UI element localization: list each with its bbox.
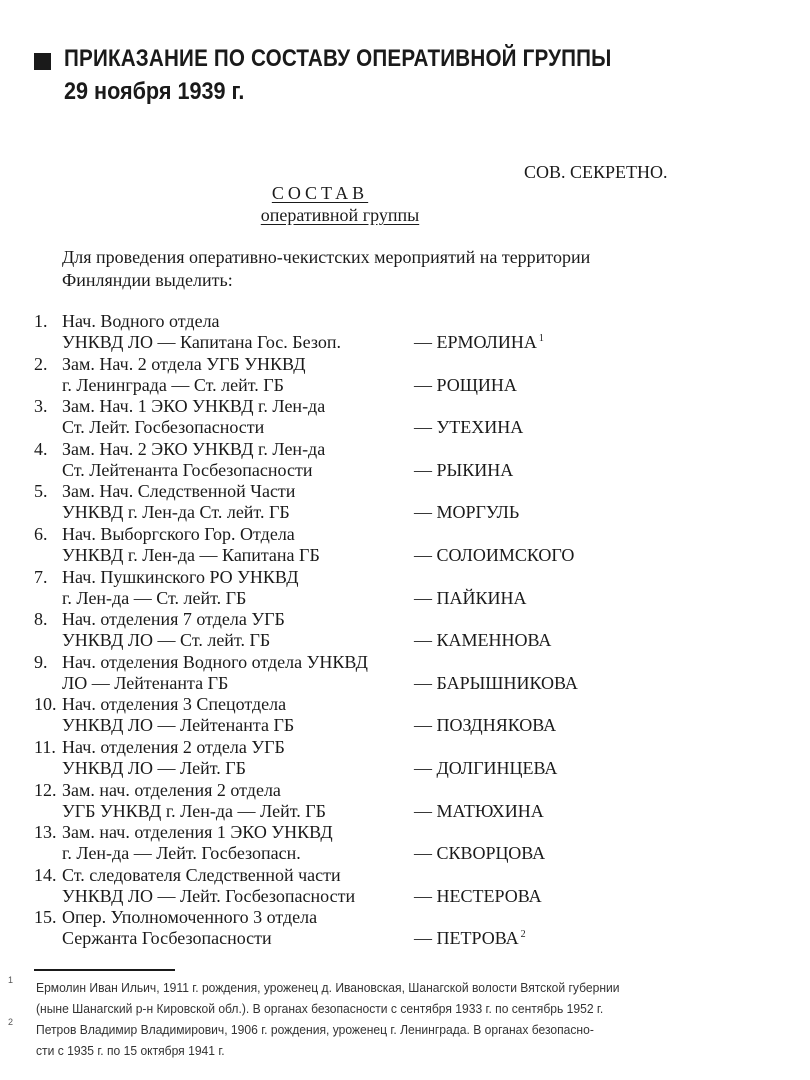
- item-position-line-2: Ст. Лейт. Госбезопасности: [62, 417, 265, 438]
- list-item: [0, 865, 810, 908]
- item-position-line-1: Зам. Нач. 1 ЭКО УНКВД г. Лен-да: [62, 396, 326, 417]
- list-item: [0, 822, 810, 865]
- item-number: 6.: [34, 523, 48, 544]
- item-surname-text: — СКВОРЦОВА: [414, 843, 546, 864]
- item-position-line-1: Нач. отделения Водного отдела УНКВД: [62, 651, 368, 672]
- item-number: 2.: [34, 353, 48, 374]
- list-item: [0, 609, 810, 652]
- member-list: [0, 311, 810, 950]
- item-position-line-2: УНКВД ЛО — Лейт. ГБ: [62, 757, 247, 778]
- item-number: 10.: [34, 694, 57, 715]
- item-position-line-1: Нач. Выборгского Гор. Отдела: [62, 523, 295, 544]
- item-surname-text: — БАРЫШНИКОВА: [414, 672, 578, 693]
- item-surname-text: — ПЕТРОВА: [414, 928, 519, 949]
- item-surname-text: — РЫКИНА: [414, 459, 514, 480]
- item-position-line-1: Зам. Нач. Следственной Части: [62, 481, 296, 502]
- list-item: [0, 907, 810, 950]
- item-position-line-1: Зам. нач. отделения 2 отдела: [62, 779, 281, 800]
- item-surname: [414, 502, 519, 523]
- list-item: [0, 524, 810, 567]
- item-position-line-2: УНКВД ЛО — Лейт. Госбезопасности: [62, 885, 356, 906]
- list-item: [0, 737, 810, 780]
- list-item: [0, 311, 810, 354]
- item-position-line-1: Опер. Уполномоченного 3 отдела: [62, 907, 318, 928]
- item-position-line-1: Зам. Нач. 2 отдела УГБ УНКВД: [62, 353, 306, 374]
- footnote-marker: 1: [8, 975, 14, 985]
- item-surname: [414, 417, 523, 438]
- item-position-line-2: УНКВД г. Лен-да — Капитана ГБ: [62, 544, 320, 565]
- item-position-line-2: УНКВД ЛО — Ст. лейт. ГБ: [62, 630, 271, 651]
- item-position-line-2: Сержанта Госбезопасности: [62, 928, 272, 949]
- item-surname-text: — СОЛОИМСКОГО: [414, 544, 575, 565]
- footnote-line: (ныне Шанагский р-н Кировской обл.). В органах безопасности с сентября 1933 г. по сентябрь 1952 г.: [36, 1001, 604, 1016]
- item-position-line-2: г. Лен-да — Ст. лейт. ГБ: [62, 587, 247, 608]
- list-item: [0, 694, 810, 737]
- list-item: [0, 481, 810, 524]
- item-surname: [414, 758, 557, 779]
- item-surname: [414, 673, 578, 694]
- item-position-line-2: УГБ УНКВД г. Лен-да — Лейт. ГБ: [62, 800, 326, 821]
- item-position-line-2: г. Лен-да — Лейт. Госбезопасн.: [62, 843, 301, 864]
- item-position-line-2: Ст. Лейтенанта Госбезопасности: [62, 459, 313, 480]
- item-surname-text: — ПАЙКИНА: [414, 587, 527, 608]
- intro-line-1: Для проведения оперативно-чекистских мероприятий на территории: [62, 247, 591, 267]
- item-surname-text: — ДОЛГИНЦЕВА: [414, 757, 558, 778]
- list-item: [0, 354, 810, 397]
- item-surname: [414, 886, 542, 907]
- item-number: 1.: [34, 311, 48, 331]
- item-surname: [414, 545, 574, 566]
- item-surname: [414, 928, 526, 949]
- heading-date: 29 ноября 1939 г.: [64, 78, 245, 105]
- heading-title: ПРИКАЗАНИЕ ПО СОСТАВУ ОПЕРАТИВНОЙ ГРУППЫ: [64, 45, 612, 72]
- item-number: 5.: [34, 481, 48, 502]
- item-surname: [414, 588, 527, 609]
- item-number: 14.: [34, 864, 57, 885]
- item-position-line-1: Зам. Нач. 2 ЭКО УНКВД г. Лен-да: [62, 438, 326, 459]
- footnote-divider: [34, 969, 175, 971]
- item-surname: [414, 460, 513, 481]
- item-surname: [414, 375, 517, 396]
- footnote-reference: 2: [520, 929, 526, 941]
- item-position-line-2: г. Ленинграда — Ст. лейт. ГБ: [62, 374, 284, 395]
- item-position-line-1: Зам. нач. отделения 1 ЭКО УНКВД: [62, 822, 333, 843]
- item-position-line-1: Нач. Пушкинского РО УНКВД: [62, 566, 299, 587]
- item-position-line-1: Нач. отделения 7 отдела УГБ: [62, 609, 285, 630]
- list-item: [0, 567, 810, 610]
- footnote-marker: 2: [8, 1017, 14, 1027]
- item-surname: [414, 843, 545, 864]
- footnote-line: Ермолин Иван Ильич, 1911 г. рождения, уроженец д. Ивановская, Шанагской волости Вятской губернии: [36, 980, 620, 995]
- item-number: 15.: [34, 907, 57, 928]
- item-position-line-1: Нач. Водного отдела: [62, 311, 220, 331]
- item-number: 3.: [34, 396, 48, 417]
- item-surname-text: — ПОЗДНЯКОВА: [414, 715, 557, 736]
- item-surname: [414, 801, 544, 822]
- document-title: [0, 183, 640, 204]
- item-number: 7.: [34, 566, 48, 587]
- item-number: 13.: [34, 822, 57, 843]
- item-position-line-2: УНКВД ЛО — Лейтенанта ГБ: [62, 715, 295, 736]
- classification-mark: СОВ. СЕКРЕТНО.: [524, 162, 668, 182]
- list-item: [0, 396, 810, 439]
- item-surname: [414, 332, 544, 353]
- item-surname-text: — МАТЮХИНА: [414, 800, 544, 821]
- item-surname: [414, 715, 556, 736]
- item-position-line-2: УНКВД ЛО — Капитана Гос. Безоп.: [62, 332, 341, 352]
- footnote-line: Петров Владимир Владимирович, 1906 г. рождения, уроженец г. Ленинграда. В органах безопасно-: [36, 1022, 594, 1037]
- footnote-line: сти с 1935 г. по 15 октября 1941 г.: [36, 1043, 225, 1058]
- document-subtitle: [0, 205, 680, 226]
- list-item: [0, 652, 810, 695]
- list-item: [0, 439, 810, 482]
- item-number: 8.: [34, 609, 48, 630]
- item-position-line-1: Нач. отделения 2 отдела УГБ: [62, 736, 285, 757]
- footnote-1: [8, 975, 663, 1019]
- item-surname-text: — КАМЕННОВА: [414, 630, 552, 651]
- intro-line-2: Финляндии выделить:: [62, 270, 233, 290]
- footnote-reference: 1: [538, 333, 544, 344]
- document-subtitle-text: оперативной группы: [260, 205, 420, 225]
- item-surname-text: — РОЩИНА: [414, 374, 517, 395]
- heading-square-marker: [34, 53, 51, 70]
- item-position-line-1: Нач. отделения 3 Спецотдела: [62, 694, 287, 715]
- list-item: [0, 780, 810, 823]
- item-number: 9.: [34, 651, 48, 672]
- item-surname-text: — УТЕХИНА: [414, 417, 524, 438]
- footnote-2: [8, 1017, 636, 1061]
- item-position-line-2: ЛО — Лейтенанта ГБ: [62, 672, 229, 693]
- item-surname-text: — ЕРМОЛИНА: [414, 332, 537, 352]
- item-number: 12.: [34, 779, 57, 800]
- item-number: 11.: [34, 736, 56, 757]
- item-surname-text: — НЕСТЕРОВА: [414, 885, 542, 906]
- item-number: 4.: [34, 438, 48, 459]
- item-position-line-1: Ст. следователя Следственной части: [62, 864, 341, 885]
- item-surname-text: — МОРГУЛЬ: [414, 502, 520, 523]
- document-title-text: СОСТАВ: [271, 183, 369, 203]
- item-position-line-2: УНКВД г. Лен-да Ст. лейт. ГБ: [62, 502, 290, 523]
- item-surname: [414, 630, 551, 651]
